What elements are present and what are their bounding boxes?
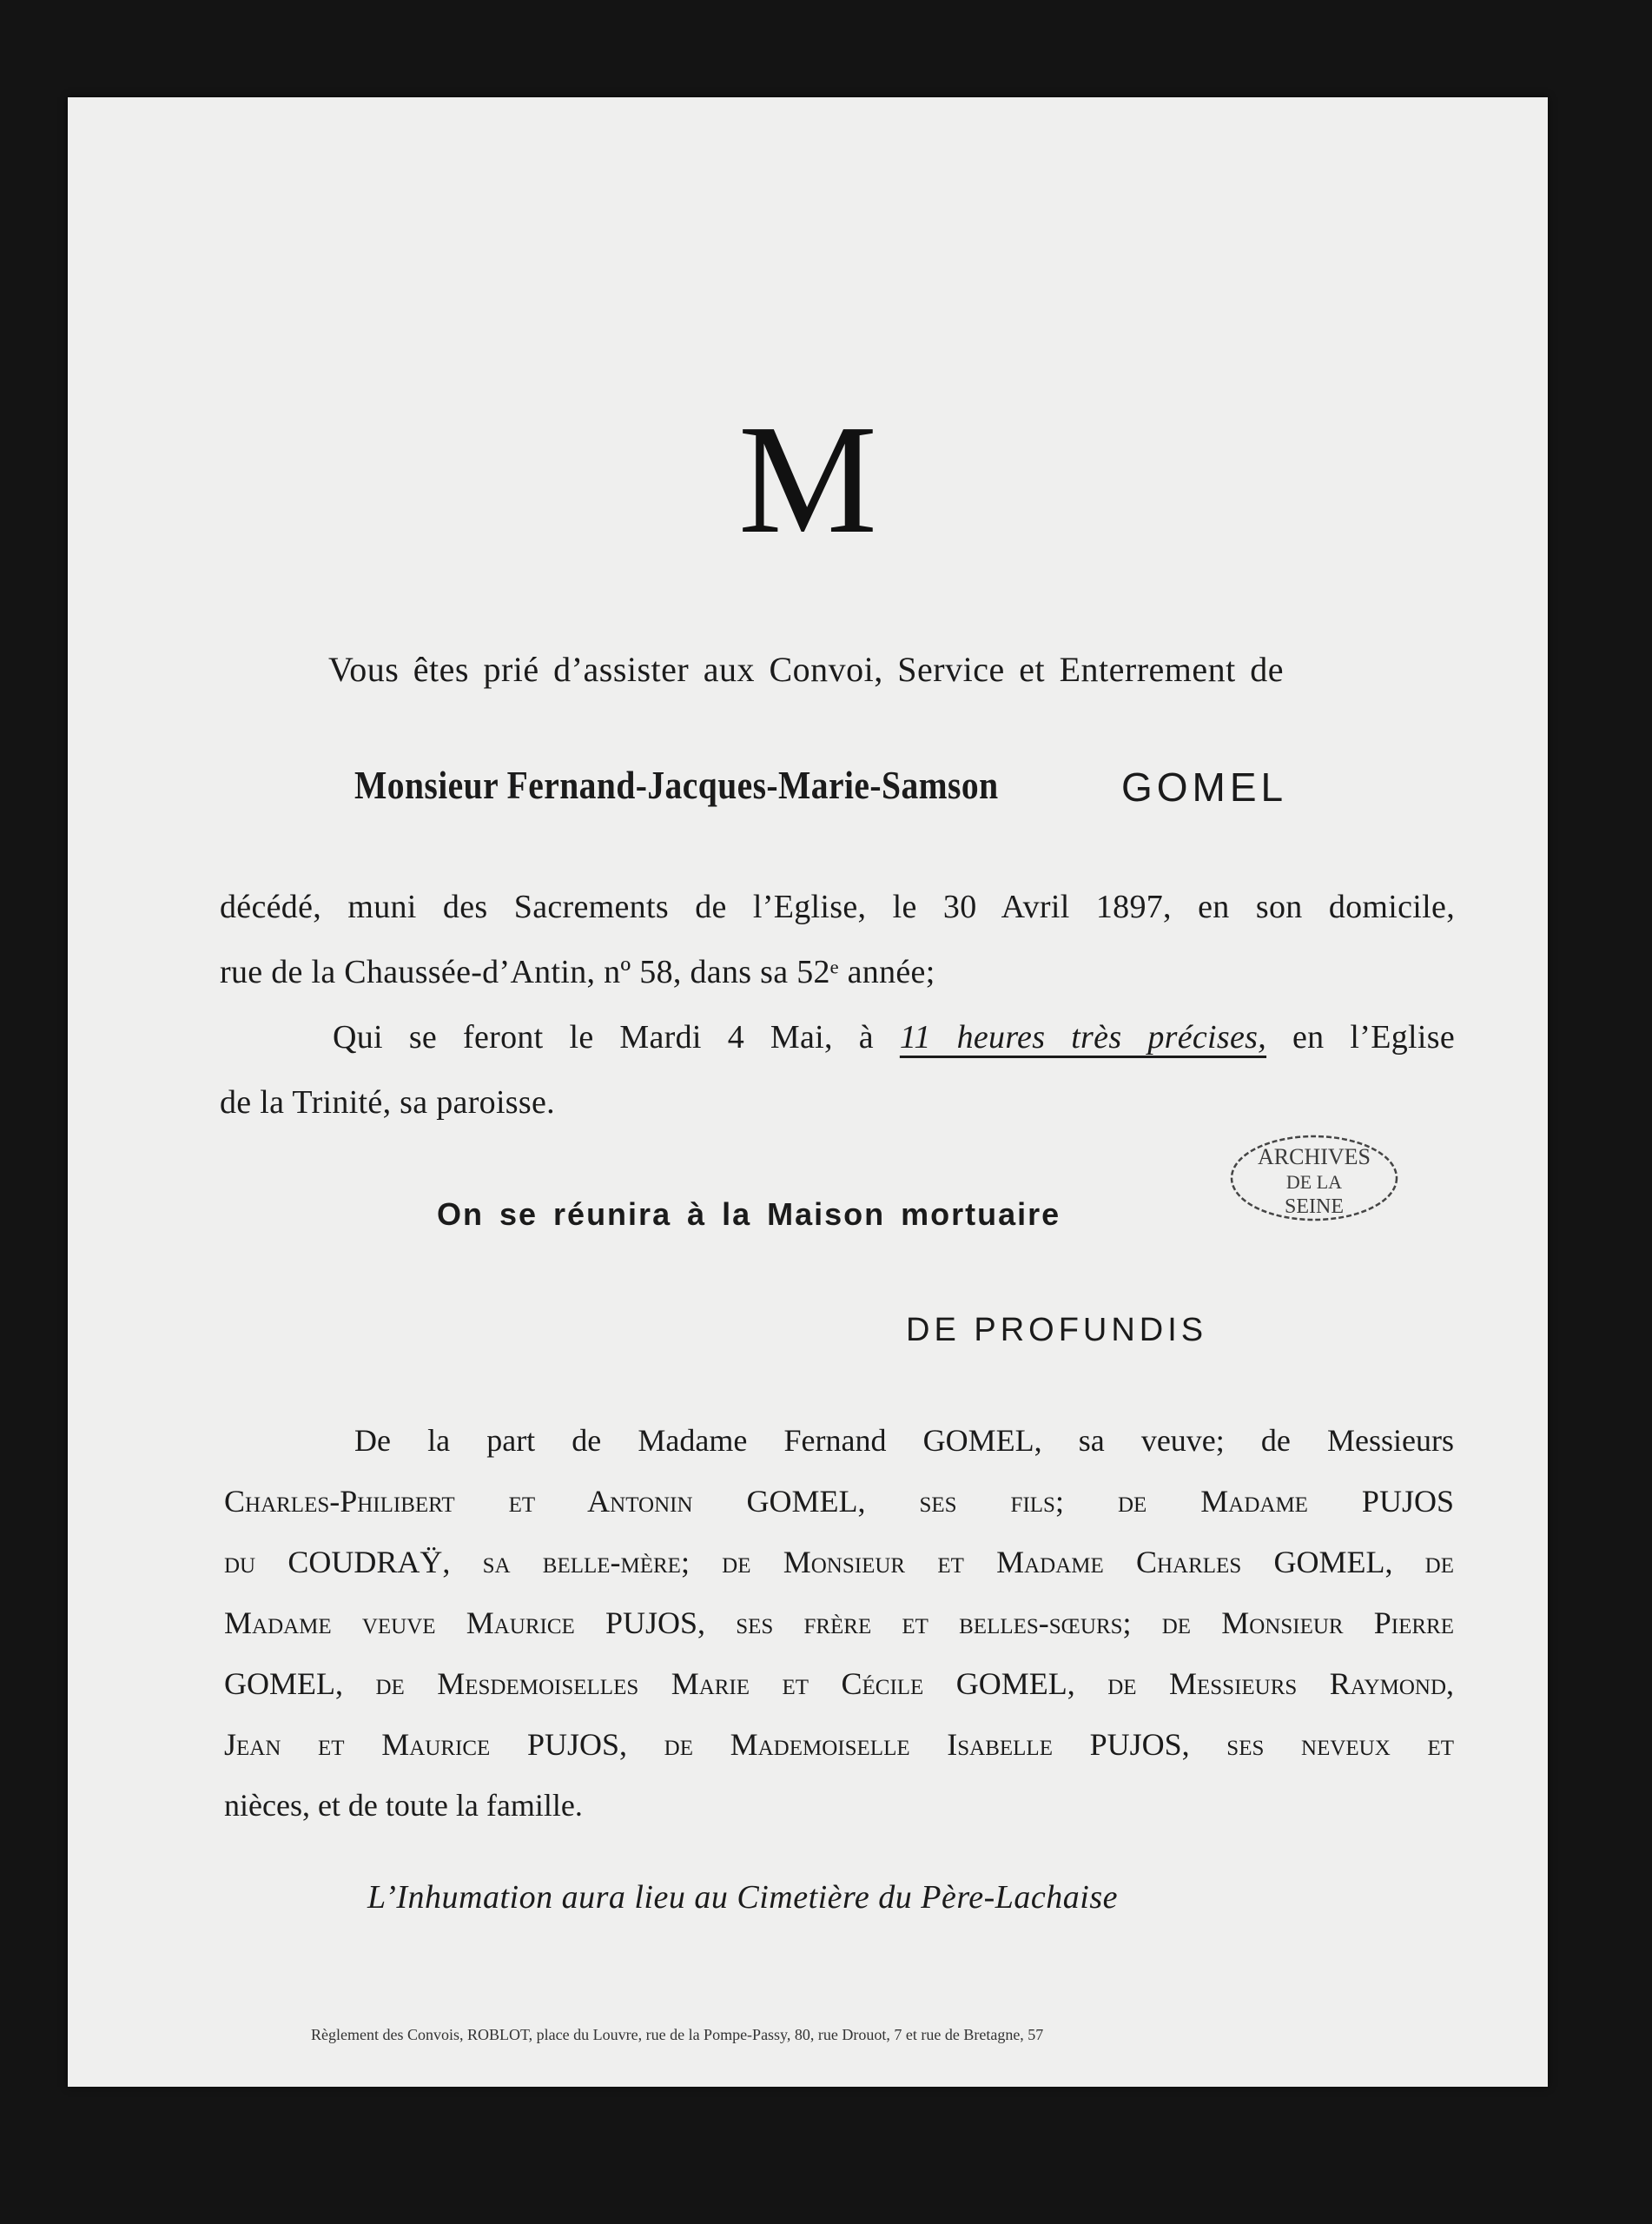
stamp-graphic: [1227, 1131, 1401, 1225]
details-line-2: rue de la Chaussée-d’Antin, nº 58, dans sa 52ᵉ année;: [220, 954, 935, 990]
stamp-line-3: SEINE: [1285, 1195, 1344, 1218]
stamp-line-1: ARCHIVES: [1257, 1144, 1371, 1169]
reunion-notice: On se réunira à la Maison mortuaire: [437, 1196, 1061, 1232]
service-place: en l’Eglise: [1292, 1019, 1455, 1056]
family-line-6: Jean et Maurice PUJOS, de Mademoiselle Isabelle PUJOS, ses neveux et: [224, 1727, 1454, 1762]
family-line-4: Madame veuve Maurice PUJOS, ses frère et belles-sœurs; de Monsieur Pierre: [224, 1605, 1454, 1640]
family-line-1: De la part de Madame Fernand GOMEL, sa veuve; de Messieurs: [354, 1423, 1454, 1458]
family-line-5: GOMEL, de Mesdemoiselles Marie et Cécile GOMEL, de Messieurs Raymond,: [224, 1666, 1454, 1701]
deceased-name-block: [354, 762, 1288, 810]
de-profundis-heading: DE PROFUNDIS: [906, 1312, 1208, 1348]
archives-stamp: [1227, 1131, 1401, 1225]
announcement-sheet: [68, 97, 1548, 2087]
details-line-4: de la Trinité, sa paroisse.: [220, 1084, 555, 1121]
deceased-name: Monsieur Fernand-Jacques-Marie-Samson: [354, 763, 999, 807]
details-line-3: [333, 1018, 1455, 1056]
stamp-line-2: DE LA: [1285, 1171, 1343, 1193]
deceased-surname: GOMEL: [1121, 764, 1288, 810]
family-line-7: nièces, et de toute la famille.: [224, 1788, 583, 1823]
family-line-3: du COUDRAŸ, sa belle-mère; de Monsieur et Madame Charles GOMEL, de: [224, 1545, 1454, 1579]
burial-notice: L’Inhumation aura lieu au Cimetière du Père-Lachaise: [367, 1879, 1118, 1916]
details-line-1: décédé, muni des Sacrements de l’Eglise, le 30 Avril 1897, en son domicile,: [220, 889, 1455, 925]
service-time: 11 heures très précises,: [899, 1019, 1267, 1056]
family-line-2: Charles-Philibert et Antonin GOMEL, ses fils; de Madame PUJOS: [224, 1484, 1454, 1519]
service-date: Qui se feront le Mardi 4 Mai, à: [333, 1019, 874, 1056]
invitation-line: Vous êtes prié d’assister aux Convoi, Service et Enterrement de: [328, 650, 1285, 689]
initial-letter: M: [737, 393, 878, 566]
printer-footer: Règlement des Convois, ROBLOT, place du Louvre, rue de la Pompe-Passy, 80, rue Drouot, 7 et rue de Bretagne, 57: [311, 2026, 1044, 2043]
